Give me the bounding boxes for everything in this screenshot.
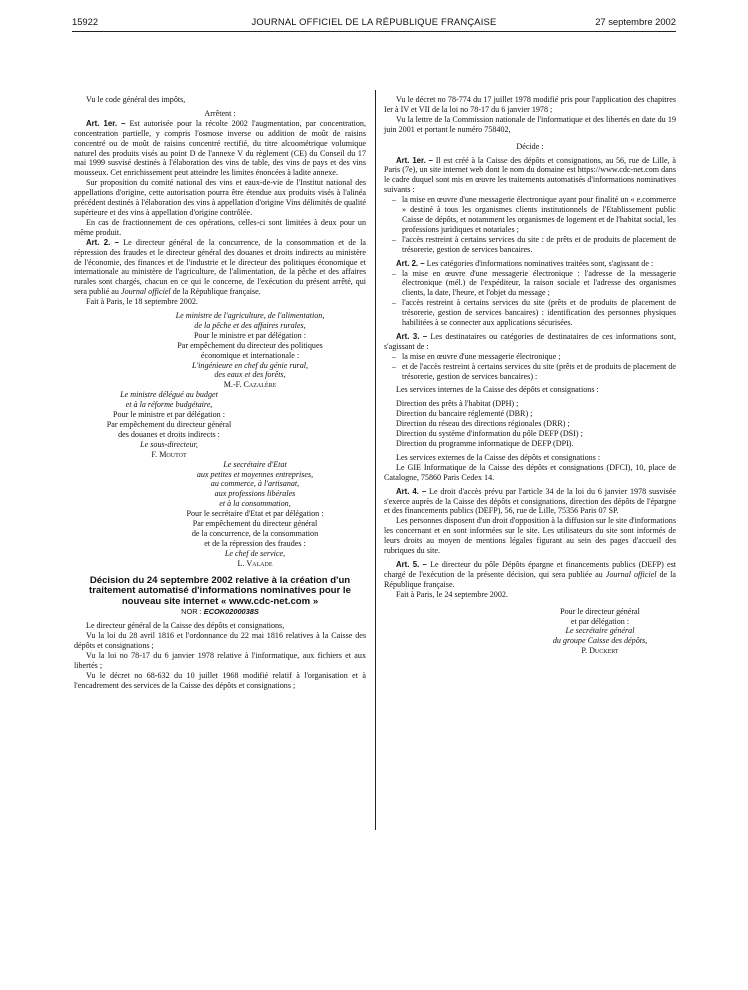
visa-decret-68-632: Vu le décret no 68-632 du 10 juillet 1968 modifié relatif à l'organisation et à l'encadrement des services de la Caisse des dépôts et consignations ; <box>74 670 366 690</box>
visa-cnil: Vu la lettre de la Commission nationale de l'informatique et des libertés en date du 19 juin 2001 et portant le numéro 758402, <box>384 114 676 134</box>
opposition-paragraph: Les personnes disposent d'un droit d'opposition à la diffusion sur le site d'informations les concernant et en sont informées sur le site. Les utilisateurs du site sont informés de leurs droits au moyen de mentions légales figurant au sein des pages d'accueil des rubriques du site. <box>384 516 676 556</box>
column-divider <box>375 90 376 830</box>
nor-reference: NOR : ECOK0200038S <box>181 607 259 617</box>
direction-item: Direction du réseau des directions régionales (DRR) ; <box>396 419 570 429</box>
list-item: – la mise en œuvre d'une messagerie électronique ; <box>402 352 676 362</box>
gie-paragraph: Le GIE Informatique de la Caisse des dépôts et consignations (DFCI), 10, place de Catalogne, 75860 Paris Cedex 14. <box>384 462 676 482</box>
visa-loi-1816: Vu la loi du 28 avril 1816 et l'ordonnance du 22 mai 1816 relatives à la Caisse des dépôts et consignations ; <box>74 631 366 651</box>
list-item: – l'accès restreint à certains services du site : de prêts et de produits de placement de trésorerie, gestion de services bancaires. <box>402 235 676 255</box>
article-2: Art. 2. – Les catégories d'informations nominatives traitées sont, s'agissant de : <box>396 258 654 268</box>
arretent-heading: Arrêtent : <box>204 108 236 118</box>
article-5-label: Art. 5. – <box>396 559 427 569</box>
list-item: – la mise en œuvre d'une messagerie électronique : l'adresse de la messagerie électronique (mél.) de l'expéditeur, la raison sociale et l'adresse des organismes clients, la date, l'heure, et l'objet du message ; <box>402 269 676 299</box>
article-2-label: Art. 2. – <box>86 237 119 247</box>
visa-decret-78-774: Vu le décret no 78-774 du 17 juillet 1978 modifié pris pour l'application des chapitres Ier à IV et VII de la loi no 78-17 du 6 janvier 1978 ; <box>384 95 676 114</box>
signatory-name: P. Duckert <box>581 646 619 656</box>
directeur-general-paragraph: Le directeur général de la Caisse des dépôts et consignations, <box>86 621 285 631</box>
list-item: – et de l'accès restreint à certains services du site (prêts et de produits de placement de trésorerie, gestion de services bancaires) : <box>402 362 676 382</box>
direction-item: Direction du bancaire réglementé (DBR) ; <box>396 409 533 419</box>
article-3-label: Art. 3. – <box>396 331 428 341</box>
article-3-list <box>384 352 676 382</box>
article-4: Art. 4. – Le droit d'accès prévu par l'article 34 de la loi du 6 janvier 1978 susvisée s'exerce auprès de la Caisse des dépôts et consignations, direction des dépôts de l'épargne et des financements publics (DEFP), 56, rue de Lille, 75356 Paris 07 SP. <box>384 486 676 516</box>
article-1: Art. 1er. – Est autorisée pour la récolte 2002 l'augmentation, par concentration, concentration partielle, y compris l'osmose inverse ou addition de moût de raisins concentré ou de moût de raisins concentré rectifié, du titre alcoométrique volumique naturel des produits visés au point D de l'annexe V du règlement (CE) du Conseil du 17 mai 1999 susvisé destinés à l'élaboration des vins de table, des vins de pays et des vins mousseux. Cet enrichissement peut atteindre les limites énoncées à ladite annexe. <box>74 118 366 178</box>
proposition-paragraph: Sur proposition du comité national des vins et eaux-de-vie de l'Institut national des appellations d'origine, cette autorisation pourra être étendue aux produits visés à l'alinéa précédent destinés à l'élaboration des vins à appellation d'origine Vins délimités de qualité supérieure et des vins à appellation d'origine contrôlée. <box>74 178 366 217</box>
direction-item: Direction du programme informatique de DEFP (DPI). <box>396 439 574 448</box>
decision-title: Décision du 24 septembre 2002 relative à la création d'un traitement automatisé d'informations nominatives pour le nouveau site internet « www.cdc-net.com » <box>89 574 351 607</box>
article-2-list <box>384 269 676 328</box>
visa-code-impots: Vu le code général des impôts, <box>86 95 186 104</box>
signatory-name: M.-F. Cazalère <box>223 380 277 390</box>
issue-date: 27 septembre 2002 <box>595 16 676 27</box>
article-2: Art. 2. – Le directeur général de la concurrence, de la consommation et de la répression des fraudes et le directeur général des douanes et droits indirects au ministère de l'économie, des finances et de l'industrie et le directeur des politiques économique et internationale au ministère de l'agriculture, de l'alimentation, de la pêche et des affaires rurales sont chargés, chacun en ce qui le concerne, de l'exécution du présent arrêté, qui sera publié au Journal officiel de la République française. <box>74 237 366 297</box>
article-1-list <box>384 195 676 254</box>
signature-secretaire-etat: Le secrétaire d'Etat aux petites et moyennes entreprises, au commerce, à l'artisanat, aux professions libérales et à la consommation, Pour le secrétaire d'Etat et par délégation : Par empêchement du directeur général de la concurrence, de la consommation et de la répression des fraudes : Le chef de service, L. Valade <box>74 460 366 569</box>
services-externes: Les services externes de la Caisse des dépôts et consignations : <box>396 452 601 462</box>
services-internes: Les services internes de la Caisse des dépôts et consignations : <box>396 385 599 395</box>
signature-caisse-depots: Pour le directeur général et par délégation : Le secrétaire général du groupe Caisse des dépôts, P. Duckert <box>384 607 676 657</box>
article-3: Art. 3. – Les destinataires ou catégories de destinataires de ces informations sont, s'agissant de : <box>384 331 676 351</box>
signature-agriculture: Le ministre de l'agriculture, de l'alimentation, de la pêche et des affaires rurales, Pour le ministre et par délégation : Par empêchement du directeur des politiques économique et internationale : L'ingénieure en chef du génie rural, des eaux et des forêts, M.-F. Cazalère <box>74 311 366 390</box>
list-item: – la mise en œuvre d'une messagerie électronique ayant pour finalité un « e.commerce » destiné à tous les organismes clients institutionnels de l'Etablissement public Caisse de dépôts, et notamment les organismes de logement et de l'habitat social, les professions juridiques et notariales ; <box>402 195 676 235</box>
article-1-label: Art. 1er. – <box>86 118 126 128</box>
article-1-label: Art. 1er. – <box>396 155 434 165</box>
visa-loi-78-17: Vu la loi no 78-17 du 6 janvier 1978 relative à l'informatique, aux fichiers et aux libertés ; <box>74 651 366 670</box>
journal-title: JOURNAL OFFICIEL DE LA RÉPUBLIQUE FRANÇAISE <box>251 16 497 27</box>
fractionnement-paragraph: En cas de fractionnement de ces opérations, celles-ci sont limitées à deux pour un même produit. <box>74 217 366 237</box>
signatory-name: F. Moutot <box>151 449 187 459</box>
page-number: 15922 <box>72 16 99 27</box>
fait-a-paris: Fait à Paris, le 24 septembre 2002. <box>396 589 508 599</box>
article-1: Art. 1er. – Il est créé à la Caisse des dépôts et consignations, au 56, rue de Lille, à Paris (7e), un site internet web dont le nom du domaine est https://www.cdc-net.com dans le cadre duquel sont mis en œuvre les traitements automatisés d'informations nominatives suivants : <box>384 155 677 195</box>
list-item: – l'accès restreint à certains services du site (prêts et de produits de placement de trésorerie, gestion de services bancaires) : identification des personnes physiques habilitées à se connecter aux applications sécurisées. <box>402 298 676 328</box>
header-rule <box>72 31 676 32</box>
signatory-name: L. Valade <box>237 558 273 568</box>
right-column <box>384 95 676 656</box>
decide-heading: Décide : <box>516 141 544 151</box>
article-4-label: Art. 4. – <box>396 486 427 496</box>
fait-a-paris: Fait à Paris, le 18 septembre 2002. <box>86 297 198 307</box>
direction-item: Direction du système d'information du pôle DEFP (DSI) ; <box>396 429 583 439</box>
signature-budget: Le ministre délégué au budget et à la réforme budgétaire, Pour le ministre et par délégation : Par empêchement du directeur général des douanes et droits indirects : Le sous-directeur, F. Moutot <box>74 390 264 459</box>
article-5: Art. 5. – Le directeur du pôle Dépôts épargne et financements publics (DEFP) est chargé de l'exécution de la présente décision, qui sera publiée au Journal officiel de la République française. <box>384 559 676 589</box>
article-2-label: Art. 2. – <box>396 258 425 268</box>
page-header <box>72 17 676 29</box>
left-column <box>74 95 366 691</box>
direction-item: Direction des prêts à l'habitat (DPH) ; <box>396 399 519 409</box>
